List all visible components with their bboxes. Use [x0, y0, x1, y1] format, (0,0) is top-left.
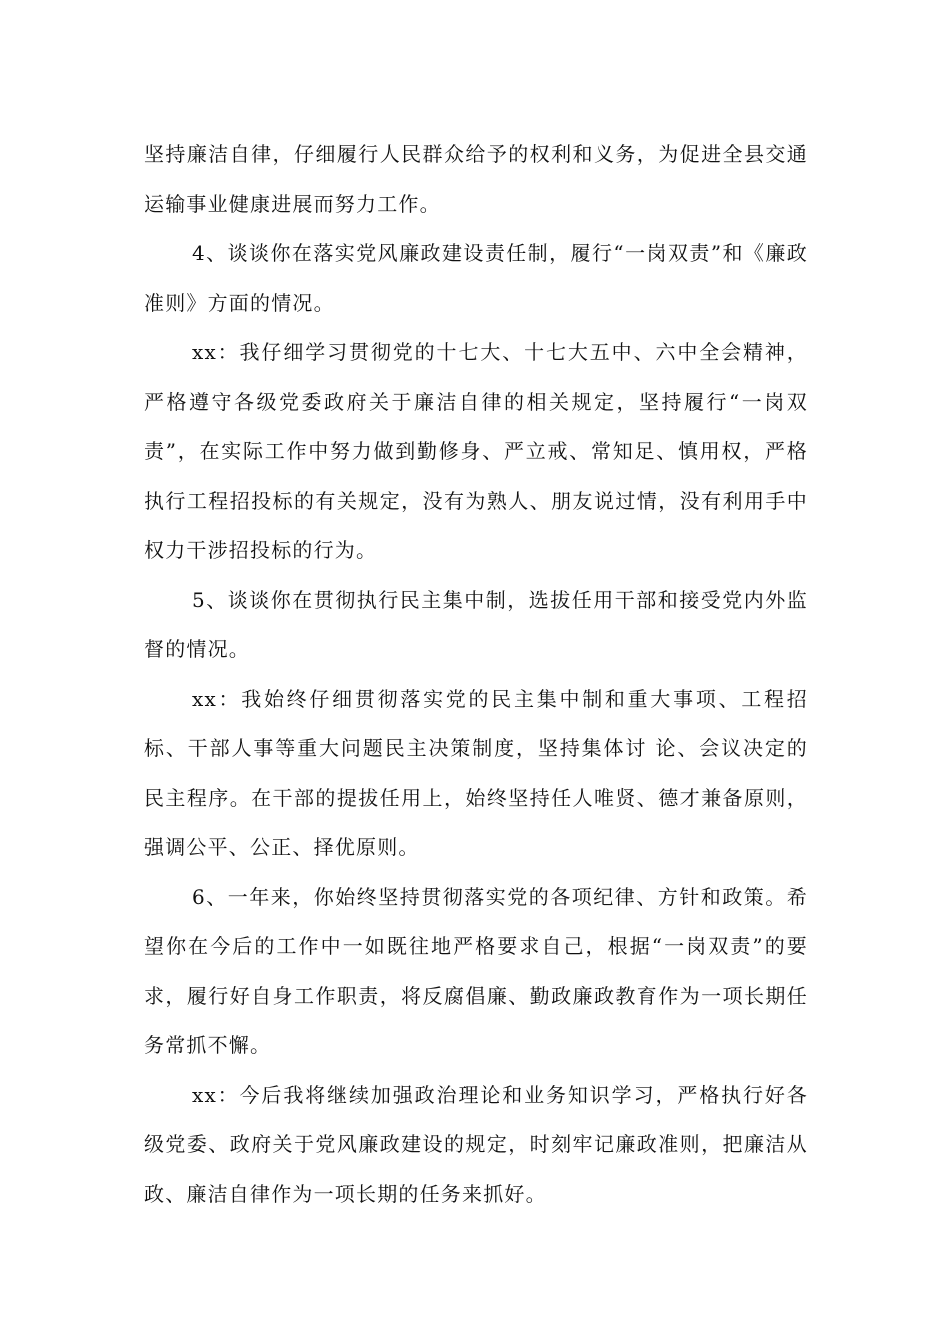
- question-4: 4、谈谈你在落实党风廉政建设责任制，履行“一岗双责”和《廉政准则》方面的情况。: [144, 241, 808, 315]
- document-body: [144, 130, 808, 1219]
- answer-6: xx：今后我将继续加强政治理论和业务知识学习，严格执行好各级党委、政府关于党风廉政建设的规定，时刻牢记廉政准则，把廉洁从政、廉洁自律作为一项长期的任务来抓好。: [144, 1082, 808, 1206]
- answer-5: xx：我始终仔细贯彻落实党的民主集中制和重大事项、工程招标、干部人事等重大问题民主决策制度，坚持集体讨 论、会议决定的民主程序。在干部的提拔任用上，始终坚持任人唯贤、德才兼备原则，强调公平、公正、择优原则。: [144, 686, 808, 859]
- question-6: 6、一年来，你始终坚持贯彻落实党的各项纪律、方针和政策。希望你在今后的工作中一如既往地严格要求自己，根据“一岗双责”的要求，履行好自身工作职责，将反腐倡廉、勤政廉政教育作为一项长期任务常抓不懈。: [144, 884, 808, 1057]
- answer-4: xx：我仔细学习贯彻党的十七大、十七大五中、六中全会精神，严格遵守各级党委政府关于廉洁自律的相关规定，坚持履行“一岗双责”，在实际工作中努力做到勤修身、严立戒、常知足、慎用权，严格执行工程招投标的有关规定，没有为熟人、朋友说过情，没有利用手中权力干涉招投标的行为。: [144, 340, 808, 562]
- question-5: 5、谈谈你在贯彻执行民主集中制，选拔任用干部和接受党内外监督的情况。: [144, 587, 808, 661]
- paragraph-continuation: 坚持廉洁自律，仔细履行人民群众给予的权利和义务，为促进全县交通运输事业健康进展而努力工作。: [144, 142, 808, 216]
